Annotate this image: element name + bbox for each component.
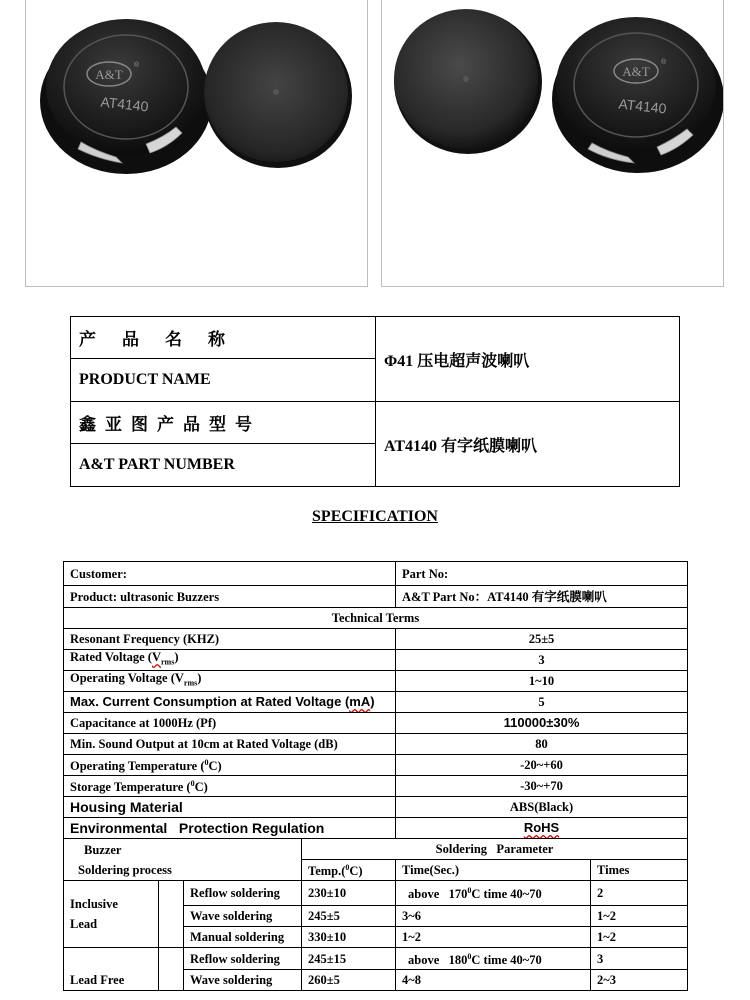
inclusive-lead-spacer [159, 881, 184, 948]
environmental-regulation-label: Environmental Protection Regulation [64, 818, 396, 839]
product-name-cn-label: 产品名称 [71, 317, 376, 359]
lead-free-label: Lead Free [64, 948, 159, 991]
spec-value-resonant-frequency: 25±5 [396, 629, 688, 650]
soldering-times: 3 [591, 948, 688, 970]
spec-param-storage-temperature [64, 776, 396, 797]
product-name-table [70, 316, 680, 487]
soldering-temp: 230±10 [302, 881, 396, 906]
spec-param-close: ) [174, 650, 179, 665]
spec-value-rated-voltage: 3 [396, 650, 688, 671]
spec-param-min-sound-output [64, 734, 396, 755]
temp-header-text: Temp.( [308, 864, 346, 879]
inclusive-lead-label-line2: Lead [70, 917, 98, 931]
housing-material-value: ABS(Black) [396, 797, 688, 818]
part-number-value: AT4140 有字纸膜喇叭 [376, 402, 680, 487]
spec-param-text: Capacitance at 1000Hz (Pf) [70, 716, 217, 730]
spec-param-unit: mA [349, 694, 371, 709]
soldering-method: Reflow soldering [184, 881, 302, 906]
soldering-temp: 260±5 [302, 970, 396, 991]
soldering-time [396, 948, 591, 970]
buzzer-photo-right-illustration [382, 0, 724, 287]
soldering-time-text: above 180 [408, 953, 468, 968]
environmental-regulation-value [396, 818, 688, 839]
part-number-en-label: A&T PART NUMBER [71, 444, 376, 487]
soldering-times: 1~2 [591, 906, 688, 927]
spec-param-subscript: rms [160, 657, 175, 667]
photo-left-registered-mark: ® [134, 62, 140, 69]
spec-value-min-sound-output: 80 [396, 734, 688, 755]
product-name-en-label: PRODUCT NAME [71, 359, 376, 402]
technical-terms-header: Technical Terms [64, 608, 688, 629]
spec-param-close: C) [208, 759, 222, 774]
specification-heading [0, 508, 750, 526]
spec-param-close: C) [194, 780, 208, 795]
spec-param-text: Operating Temperature ( [70, 759, 205, 774]
buzzer-photo-left-illustration [26, 0, 368, 287]
spec-param-max-current [64, 692, 396, 713]
lead-free-spacer [159, 948, 184, 991]
customer-label: Customer: [64, 562, 396, 586]
spec-param-text: Min. Sound Output at 10cm at Rated Voltage (dB) [70, 737, 338, 751]
soldering-method: Wave soldering [184, 906, 302, 927]
rohs-text: RoHS [523, 820, 560, 835]
photo-right-registered-mark: ® [661, 59, 667, 66]
spec-param-resonant-frequency [64, 629, 396, 650]
spec-param-operating-voltage [64, 671, 396, 692]
spec-param-text: Resonant Frequency (KHZ) [70, 632, 220, 646]
spec-param-rated-voltage [64, 650, 396, 671]
part-number-cn-label: 鑫亚图产品型号 [71, 402, 376, 444]
spec-param-text: Rated Voltage ( [70, 650, 152, 665]
time-header: Time(Sec.) [396, 860, 591, 881]
soldering-time-text: above 170 [408, 887, 468, 902]
spec-param-text: Operating Voltage (V [70, 671, 184, 686]
soldering-times: 2~3 [591, 970, 688, 991]
soldering-time: 4~8 [396, 970, 591, 991]
spec-param-text: Max. Current Consumption at Rated Voltage ( [70, 694, 350, 709]
part-no-label: Part No: [396, 562, 688, 586]
spec-param-close: ) [197, 671, 202, 686]
spec-param-superscript: 0 [190, 779, 195, 789]
spec-value-operating-temperature: -20~+60 [396, 755, 688, 776]
product-name-value: Φ41 压电超声波喇叭 [376, 317, 680, 402]
soldering-time-unit: C time 40~70 [471, 953, 542, 968]
soldering-time-superscript: 0 [467, 951, 472, 961]
soldering-process-label: Soldering process [78, 862, 172, 877]
photo-left-model-text: AT4140 [99, 93, 150, 115]
specification-table [63, 561, 688, 991]
inclusive-lead-label [64, 881, 159, 948]
housing-material-label: Housing Material [64, 797, 396, 818]
soldering-parameter-header: Soldering Parameter [302, 839, 688, 860]
temp-header-unit: C) [349, 864, 363, 879]
soldering-times: 2 [591, 881, 688, 906]
photo-right-logo-text: A&T [622, 64, 650, 79]
spec-param-operating-temperature [64, 755, 396, 776]
spec-param-unit [151, 650, 175, 667]
soldering-temp: 245±15 [302, 948, 396, 970]
spec-param-text: Storage Temperature ( [70, 780, 191, 795]
product-label: Product: ultrasonic Buzzers [64, 586, 396, 608]
soldering-process-header [64, 839, 302, 881]
at-part-no-label: A&T Part No：AT4140 有字纸膜喇叭 [396, 586, 688, 608]
specification-heading-text: SPECIFICATION [312, 508, 438, 525]
soldering-method: Wave soldering [184, 970, 302, 991]
buzzer-label: Buzzer [84, 842, 122, 857]
soldering-time-unit: C time 40~70 [471, 887, 542, 902]
spec-param-unit-text: V [151, 650, 161, 665]
times-header: Times [591, 860, 688, 881]
soldering-time: 3~6 [396, 906, 591, 927]
photo-right-model-text: AT4140 [617, 95, 668, 117]
spec-value-storage-temperature: -30~+70 [396, 776, 688, 797]
spec-param-close: ) [370, 694, 375, 709]
temp-header [302, 860, 396, 881]
spec-value-operating-voltage: 1~10 [396, 671, 688, 692]
temp-header-superscript: 0 [345, 863, 350, 873]
spec-param-superscript: 0 [204, 758, 209, 768]
soldering-temp: 330±10 [302, 927, 396, 948]
buzzer-photo-right [381, 0, 724, 287]
spec-value-max-current: 5 [396, 692, 688, 713]
spec-param-subscript: rms [183, 678, 198, 688]
soldering-time [396, 881, 591, 906]
soldering-time-superscript: 0 [467, 886, 472, 896]
photo-left-logo-text: A&T [95, 67, 123, 82]
spec-param-capacitance [64, 713, 396, 734]
soldering-times: 1~2 [591, 927, 688, 948]
soldering-method: Manual soldering [184, 927, 302, 948]
spec-value-capacitance: 110000±30% [396, 713, 688, 734]
soldering-method: Reflow soldering [184, 948, 302, 970]
inclusive-lead-label-line1: Inclusive [70, 897, 118, 911]
soldering-time: 1~2 [396, 927, 591, 948]
buzzer-photo-left [25, 0, 368, 287]
soldering-temp: 245±5 [302, 906, 396, 927]
